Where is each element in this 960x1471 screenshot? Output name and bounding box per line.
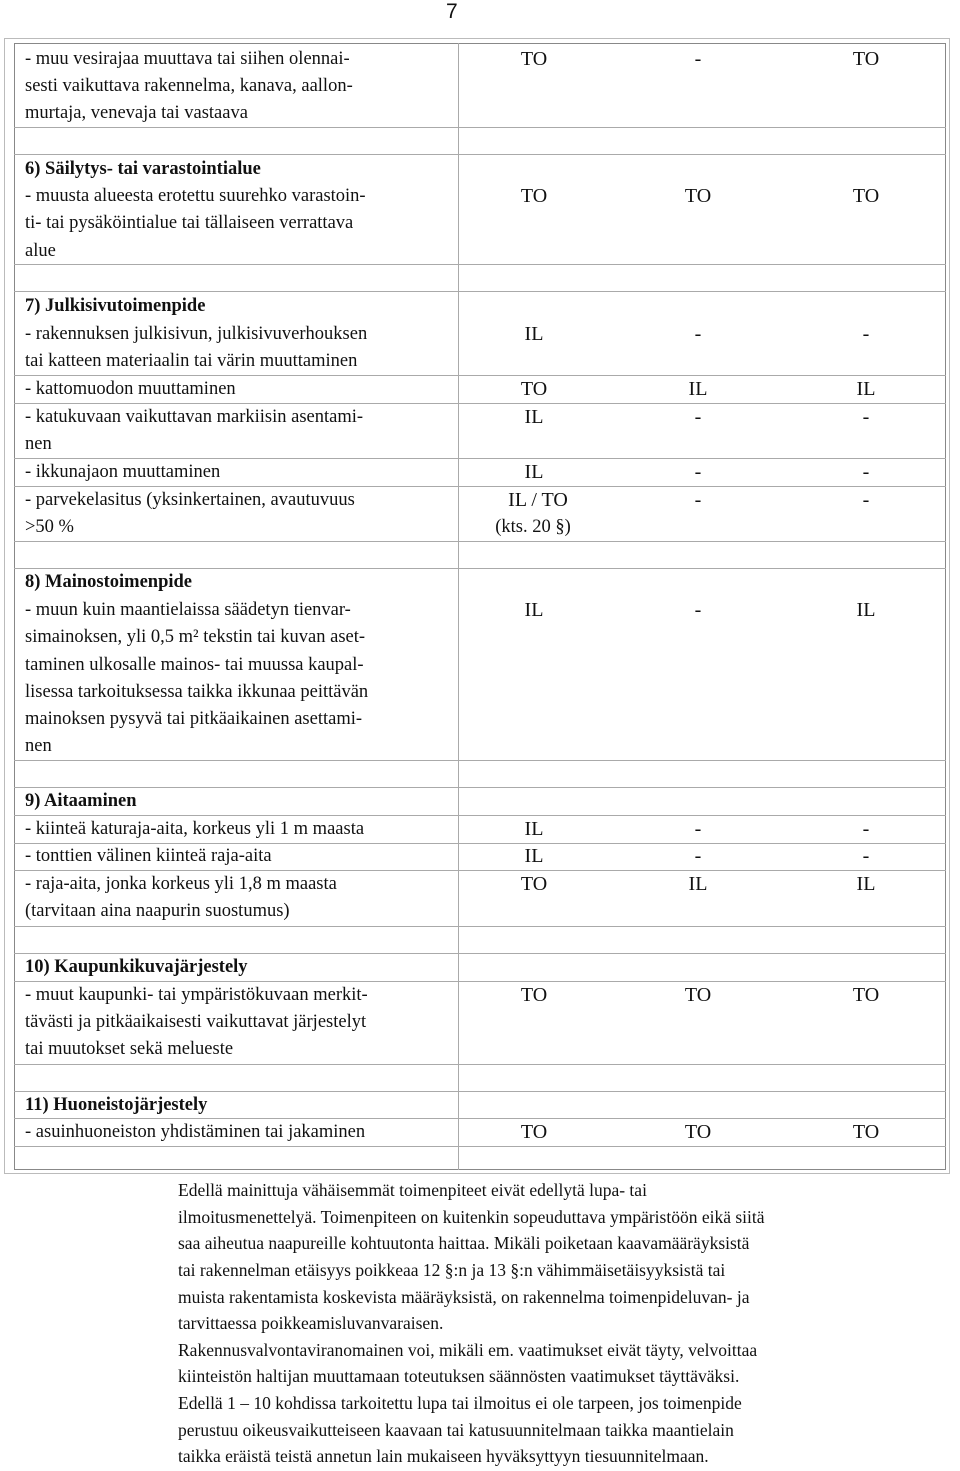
row-text: lisessa tarkoituksessa taikka ikkunaa peittävän [25, 682, 369, 702]
permit-mark: - [694, 599, 702, 621]
row-text: nen [25, 434, 52, 454]
row-text: (tarvitaan aina naapurin suostumus) [25, 901, 290, 921]
row-text: - kattomuodon muuttaminen [25, 379, 236, 399]
permit-mark: - [694, 845, 702, 867]
permit-mark: - [862, 406, 870, 428]
row-text: - muu vesirajaa muuttava tai siihen olennai- [25, 49, 350, 69]
permit-mark: TO [684, 1121, 712, 1143]
row-text: sesti vaikuttava rakennelma, kanava, aallon- [25, 76, 353, 96]
permit-mark: IL [524, 599, 544, 621]
permit-mark: IL [856, 599, 876, 621]
permit-mark: TO [520, 48, 548, 70]
permit-mark: - [694, 48, 702, 70]
row-text: - raja-aita, jonka korkeus yli 1,8 m maasta [25, 874, 337, 894]
section-heading: 8) Mainostoimenpide [25, 572, 193, 592]
column-divider [458, 43, 459, 1170]
row-text: tai muutokset sekä melueste [25, 1039, 234, 1059]
row-text: murtaja, venevaja tai vastaava [25, 103, 248, 123]
row-text: tai katteen materiaalin tai värin muuttaminen [25, 351, 358, 371]
section-heading: 9) Aitaaminen [25, 791, 137, 811]
permit-mark: TO [684, 984, 712, 1006]
row-divider [14, 1064, 946, 1065]
row-text: >50 % [25, 517, 74, 537]
row-text: - muun kuin maantielaissa säädetyn tienvar- [25, 600, 351, 620]
row-text: - muut kaupunki- tai ympäristökuvaan merkit- [25, 985, 368, 1005]
permit-mark: IL / TO [508, 489, 568, 511]
permit-mark: - [862, 323, 870, 345]
row-text: alue [25, 241, 56, 261]
permit-mark: IL [524, 818, 544, 840]
row-divider [14, 760, 946, 761]
permit-mark-note: (kts. 20 §) [495, 517, 571, 537]
section-heading: 7) Julkisivutoimenpide [25, 296, 206, 316]
row-divider [14, 541, 946, 542]
row-divider [14, 154, 946, 155]
note-line: tarvittaessa poikkeamisluvanvaraisen. [178, 1313, 444, 1333]
note-line: tai rakennelman etäisyys poikkeaa 12 §:n ja 13 §:n vähimmäisetäisyyksistä tai [178, 1260, 726, 1280]
permit-mark: - [862, 461, 870, 483]
row-text: - rakennuksen julkisivun, julkisivuverhouksen [25, 324, 368, 344]
permit-mark: TO [520, 1121, 548, 1143]
permit-mark: TO [520, 873, 548, 895]
note-line: ilmoitusmenettelyä. Toimenpiteen on kuitenkin sopeuduttava ympäristöön eikä siitä [178, 1207, 765, 1227]
permit-mark: IL [688, 378, 708, 400]
permit-mark: TO [852, 984, 880, 1006]
row-divider [14, 264, 946, 265]
permit-mark: IL [524, 461, 544, 483]
permit-mark: TO [520, 185, 548, 207]
row-text: ti- tai pysäköintialue tai tällaiseen verrattava [25, 213, 354, 233]
permit-mark: - [862, 818, 870, 840]
note-line: kiinteistön haltijan muuttamaan toteutuksen säännösten vaatimukset täyttäväksi. [178, 1366, 740, 1386]
permit-mark: TO [520, 984, 548, 1006]
note-line: taikka eräistä teistä annetun lain mukaiseen hyväksyttyyn tiesuunnitelmaan. [178, 1446, 709, 1466]
permit-mark: TO [852, 48, 880, 70]
note-line: Rakennusvalvontaviranomainen voi, mikäli em. vaatimukset eivät täyty, velvoittaa [178, 1340, 758, 1360]
permit-mark: - [694, 323, 702, 345]
permit-mark: - [694, 461, 702, 483]
permit-mark: - [694, 489, 702, 511]
row-text: simainoksen, yli 0,5 m² tekstin tai kuvan aset- [25, 627, 366, 647]
section-heading: 10) Kaupunkikuvajärjestely [25, 957, 248, 977]
row-text: - tonttien välinen kiinteä raja-aita [25, 846, 272, 866]
permit-mark: - [694, 406, 702, 428]
permit-mark: IL [856, 378, 876, 400]
permit-mark: - [862, 845, 870, 867]
note-line: muista rakentamista koskevista määräyksistä, on rakennelma toimenpideluvan- ja [178, 1287, 750, 1307]
permit-mark: IL [524, 406, 544, 428]
row-text: mainoksen pysyvä tai pitkäaikainen asettami- [25, 709, 363, 729]
row-text: - asuinhuoneiston yhdistäminen tai jakaminen [25, 1122, 366, 1142]
permit-mark: - [862, 489, 870, 511]
row-text: tävästi ja pitkäaikaisesti vaikuttavat järjestelyt [25, 1012, 367, 1032]
row-text: nen [25, 736, 52, 756]
permit-mark: IL [524, 323, 544, 345]
row-text: - kiinteä katuraja-aita, korkeus yli 1 m maasta [25, 819, 365, 839]
permit-mark: - [694, 818, 702, 840]
row-divider [14, 926, 946, 927]
note-line: Edellä mainittuja vähäisemmät toimenpiteet eivät edellytä lupa- tai [178, 1180, 647, 1200]
row-divider [14, 787, 946, 788]
note-line: perustuu oikeusvaikutteiseen kaavaan tai katusuunnitelmaan taikka maantielain [178, 1420, 734, 1440]
permit-mark: TO [684, 185, 712, 207]
section-heading: 6) Säilytys- tai varastointialue [25, 159, 261, 179]
permit-mark: TO [520, 378, 548, 400]
row-text: - parvekelasitus (yksinkertainen, avautuvuus [25, 490, 355, 510]
permit-mark: IL [856, 873, 876, 895]
note-line: Edellä 1 – 10 kohdissa tarkoitettu lupa tai ilmoitus ei ole tarpeen, jos toimenpide [178, 1393, 742, 1413]
permit-mark: TO [852, 1121, 880, 1143]
row-text: - ikkunajaon muuttaminen [25, 462, 221, 482]
row-text: - muusta alueesta erotettu suurehko varastoin- [25, 186, 366, 206]
permit-mark: IL [688, 873, 708, 895]
permit-mark: TO [852, 185, 880, 207]
note-line: saa aiheutua naapureille kohtuutonta haittaa. Mikäli poiketaan kaavamääräyksistä [178, 1233, 750, 1253]
section-heading: 11) Huoneistojärjestely [25, 1095, 208, 1115]
page-number: 7 [446, 0, 458, 23]
permit-mark: IL [524, 845, 544, 867]
row-text: - katukuvaan vaikuttavan markiisin asentami- [25, 407, 364, 427]
row-divider [14, 291, 946, 292]
row-text: taminen ulkosalle mainos- tai muussa kaupal- [25, 655, 364, 675]
